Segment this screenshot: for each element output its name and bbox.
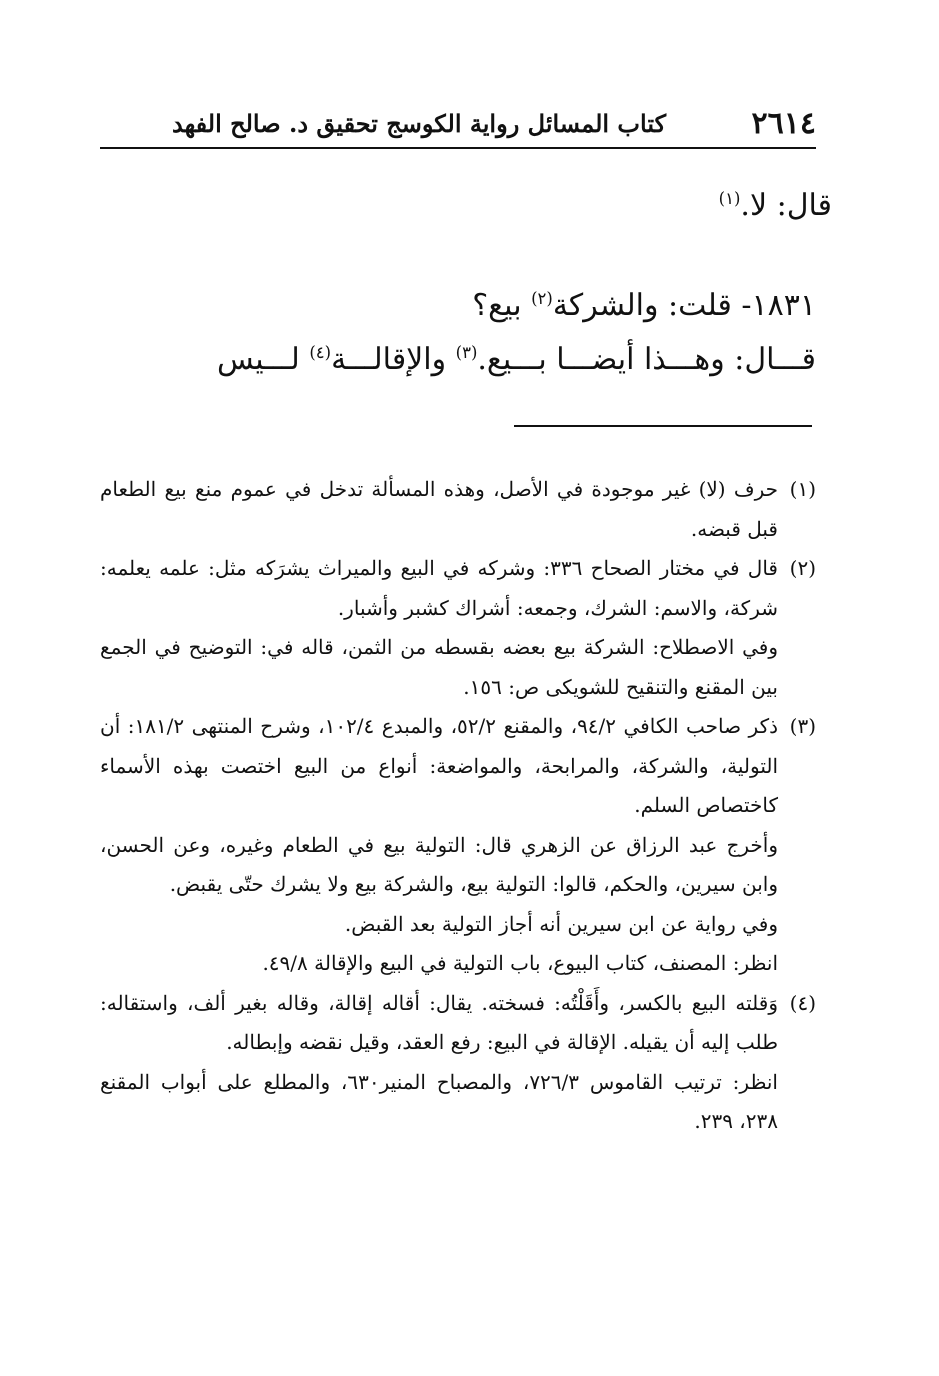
footnote-paragraph: انظر: ترتيب القاموس ٧٢٦/٣، والمصباح المنير٦٣٠، والمطلع على أبواب المقنع ٢٣٨، ٢٣٩.: [100, 1069, 778, 1133]
answer-text-a: قـــال: وهـــذا أيضـــا بـــيع.: [477, 342, 816, 377]
question-1831: [100, 286, 816, 326]
footnote-paragraph: وَقلته البيع بالكسر، وأَقَلْتُه: فسخته. يقال: أقاله إقالة، وقاله بغير ألف، واستقاله: طلب إليه أن يقيله. الإقالة في البيع: رفع العقد، وقيل نقضه وإبطاله.: [100, 990, 778, 1054]
answer-line: [100, 340, 816, 380]
footnote-paragraph: انظر: المصنف، كتاب البيوع، باب التولية في البيع والإقالة ٤٩/٨.: [262, 951, 778, 975]
footnote-2: [100, 549, 816, 707]
main-line-1: [719, 186, 832, 226]
footnote-number: (٣): [789, 714, 816, 738]
footnote-ref-2: (٢): [531, 289, 553, 308]
footnote-ref-1: (١): [718, 189, 741, 208]
footnotes: [100, 470, 816, 1142]
footnote-paragraph: قال في مختار الصحاح ٣٣٦: وشركه في البيع والميراث يشرَكه مثل: علمه يعلمه: شركة، والاسم: الشرك، وجمعه: أشراك كشبر وأشبار.: [100, 556, 778, 620]
header-rule: [100, 147, 816, 149]
footnote-ref-3: (٣): [455, 343, 478, 362]
page-header: [100, 104, 816, 144]
question-number: ١٨٣١-: [731, 288, 816, 323]
main-line-1-text: قال: لا.: [740, 188, 832, 223]
footnote-3: [100, 707, 816, 984]
footnote-divider: [514, 425, 812, 427]
question-text-a: قلت: والشركة: [552, 288, 732, 323]
footnote-number: (٢): [789, 556, 816, 580]
footnote-number: (٤): [789, 990, 816, 1015]
footnote-number: (١): [789, 477, 816, 501]
footnote-4: [100, 984, 816, 1142]
footnote-paragraph: وفي رواية عن ابن سيرين أنه أجاز التولية بعد القبض.: [344, 911, 778, 936]
footnote-paragraph: ذكر صاحب الكافي ٩٤/٢، والمقنع ٥٢/٢، والمبدع ١٠٢/٤، وشرح المنتهى ١٨١/٢: أن التولية، والشركة، والمرابحة، والمواضعة: أنواع من البيع اختصت بهذه الأسماء كاختصاص السلم.: [100, 714, 778, 817]
running-title: كتاب المسائل رواية الكوسج تحقيق د. صالح الفهد: [171, 109, 666, 138]
footnote-ref-4: (٤): [309, 343, 332, 362]
answer-text-b: والإقالـــة: [331, 342, 456, 377]
question-text-b: بيع؟: [472, 288, 532, 323]
footnote-paragraph: وفي الاصطلاح: الشركة بيع بعضه بقسطه من الثمن، قاله في: التوضيح في الجمع بين المقنع والتنقيح للشويكى ص: ١٥٦.: [100, 635, 778, 699]
page-number: ٢٦١٤: [751, 106, 816, 141]
footnote-1: [100, 470, 816, 549]
footnote-paragraph: وأخرج عبد الرزاق عن الزهري قال: التولية بيع في الطعام وغيره، وعن الحسن، وابن سيرين، والحكم، قالوا: التولية بيع، والشركة بيع ولا يشرك حتّى يقبض.: [100, 832, 778, 896]
footnote-paragraph: حرف (لا) غير موجودة في الأصل، وهذه المسألة تدخل في عموم منع بيع الطعام قبل قبضه.: [100, 477, 778, 541]
answer-text-c: لـــيس: [217, 342, 310, 377]
